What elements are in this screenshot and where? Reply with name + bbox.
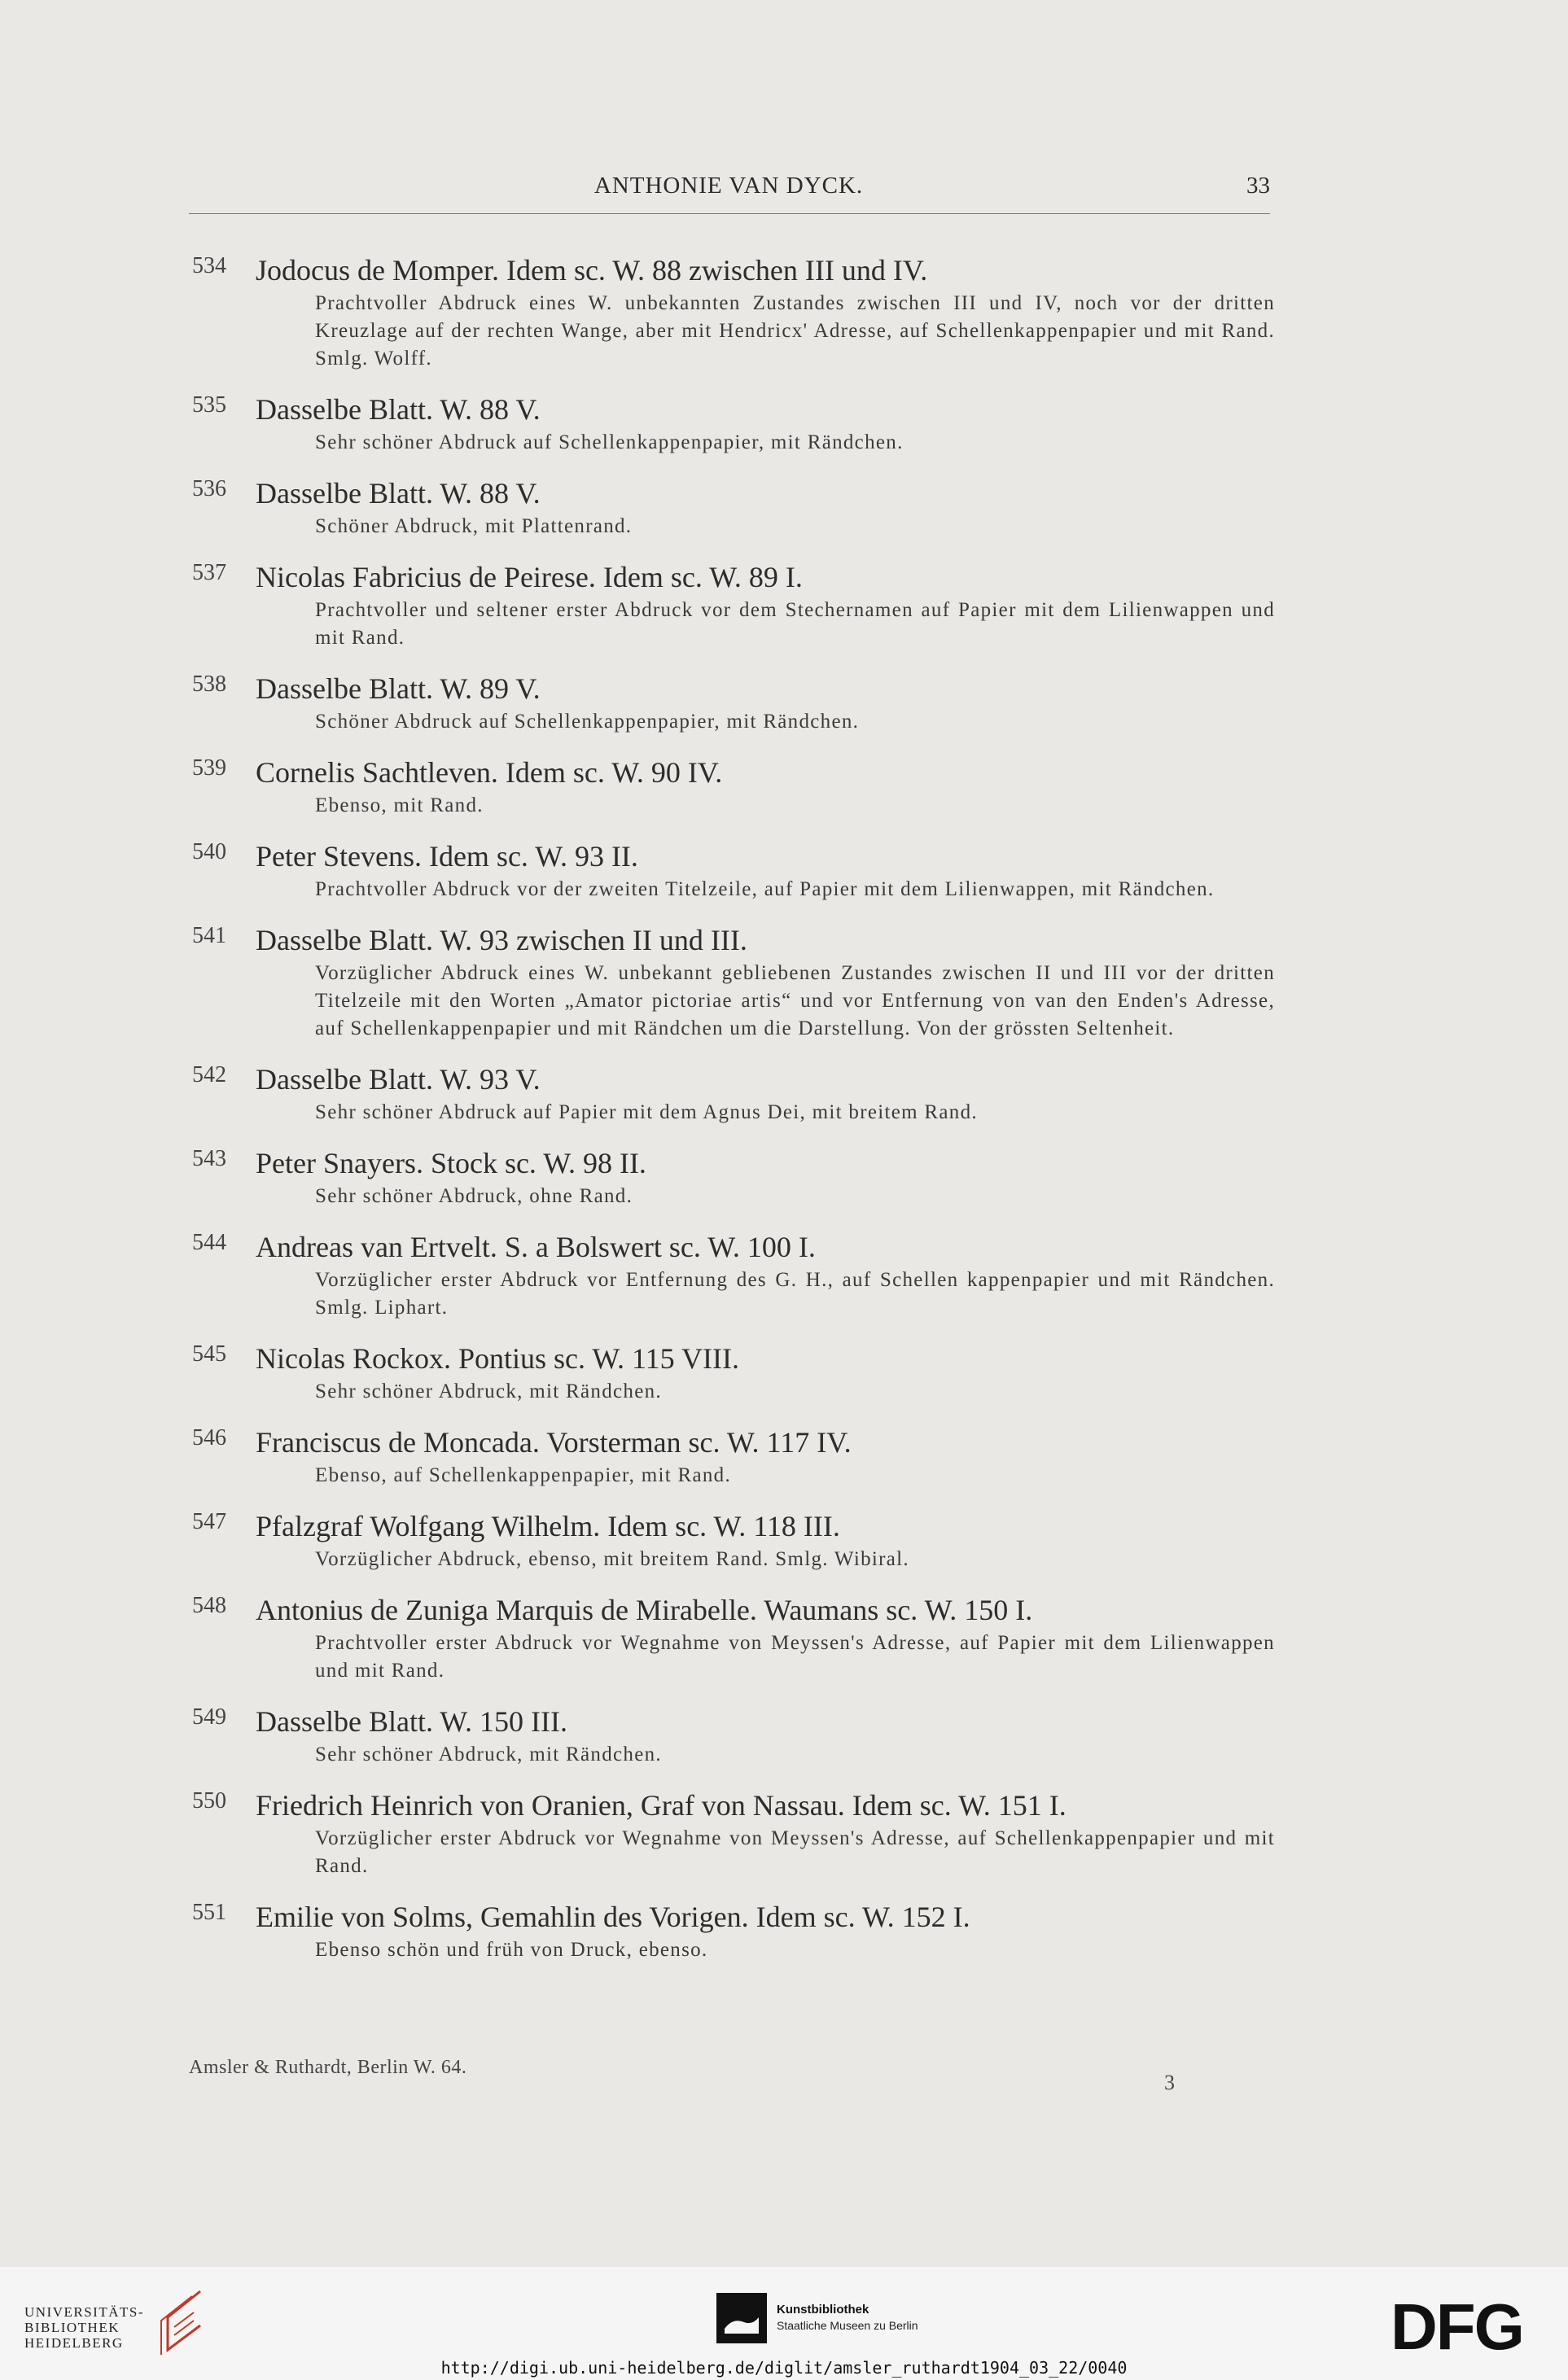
university-line-1: UNIVERSITÄTS- (24, 2304, 144, 2320)
catalogue-entry (192, 921, 1275, 1043)
entry-description: Prachtvoller Abdruck eines W. unbekannten Zustandes zwischen III und IV, noch vor der dritten Kreuzlage auf der rechten Wange, aber mit Hendricx' Adresse, auf Schellenkappenpapier und mit Rand. Smlg. Wolff. (315, 292, 1275, 370)
entry-heading: Peter Snayers. Stock sc. W. 98 II. (256, 1147, 646, 1179)
entry-number: 534 (192, 253, 226, 278)
entry-description: Schöner Abdruck, mit Plattenrand. (315, 515, 633, 537)
catalogue-entry (192, 474, 1275, 540)
entry-number: 540 (192, 839, 226, 864)
entry-description: Vorzüglicher Abdruck eines W. unbekannt gebliebenen Zustandes zwischen II und III vor der dritten Titelzeile mit den Worten „Amator pictoriae artis“ und vor Entfernung von van den Enden's Adresse, auf Schellenkappenpapier und mit Rändchen um die Darstellung. Von der grössten Seltenheit. (315, 962, 1275, 1039)
entry-number: 538 (192, 672, 226, 697)
entry-number: 545 (192, 1341, 226, 1367)
catalogue-entry (192, 1339, 1275, 1406)
university-library-logo-text[interactable] (24, 2304, 144, 2351)
entry-number: 535 (192, 392, 226, 418)
entry-heading: Emilie von Solms, Gemahlin des Vorigen. Idem sc. W. 152 I. (256, 1901, 970, 1933)
entry-number: 547 (192, 1509, 226, 1534)
catalogue-entry (192, 1423, 1275, 1490)
entry-heading: Nicolas Rockox. Pontius sc. W. 115 VIII. (256, 1342, 739, 1375)
header-rule (189, 213, 1270, 214)
entry-description: Sehr schöner Abdruck, mit Rändchen. (315, 1380, 662, 1402)
entry-heading: Dasselbe Blatt. W. 88 V. (256, 393, 541, 426)
entry-heading: Pfalzgraf Wolfgang Wilhelm. Idem sc. W. 118 III. (256, 1510, 840, 1542)
entry-description: Sehr schöner Abdruck auf Schellenkappenpapier, mit Rändchen. (315, 431, 904, 453)
kunstbibliothek-logo-icon[interactable] (716, 2293, 767, 2343)
university-line-2: BIBLIOTHEK (24, 2320, 120, 2335)
entry-number: 549 (192, 1704, 226, 1730)
document-url[interactable]: http://digi.ub.uni-heidelberg.de/diglit/amsler_ruthardt1904_03_22/0040 (440, 2358, 1128, 2378)
entry-description: Vorzüglicher erster Abdruck vor Wegnahme von Meyssen's Adresse, auf Schellenkappenpapier und mit Rand. (315, 1827, 1275, 1877)
catalogue-entry (192, 558, 1275, 652)
entry-number: 544 (192, 1230, 226, 1255)
entry-number: 543 (192, 1146, 226, 1171)
entry-description: Sehr schöner Abdruck, mit Rändchen. (315, 1743, 662, 1765)
entry-heading: Dasselbe Blatt. W. 150 III. (256, 1705, 567, 1738)
entry-description: Vorzüglicher Abdruck, ebenso, mit breitem Rand. Smlg. Wibiral. (315, 1548, 909, 1570)
entry-description: Prachtvoller Abdruck vor der zweiten Titelzeile, auf Papier mit dem Lilienwappen, mit Rändchen. (315, 878, 1215, 900)
entry-number: 539 (192, 755, 226, 781)
publisher-line: Amsler & Ruthardt, Berlin W. 64. (189, 2057, 467, 2078)
running-title: ANTHONIE VAN DYCK. (593, 173, 864, 199)
entry-heading: Peter Stevens. Idem sc. W. 93 II. (256, 840, 638, 873)
catalogue-entry (192, 1590, 1275, 1685)
sheet-number: 3 (1164, 2071, 1175, 2094)
catalogue-entry (192, 753, 1275, 820)
entry-number: 541 (192, 923, 226, 948)
entry-description: Sehr schöner Abdruck auf Papier mit dem Agnus Dei, mit breitem Rand. (315, 1101, 978, 1123)
entry-description: Ebenso schön und früh von Druck, ebenso. (315, 1939, 708, 1961)
entry-heading: Cornelis Sachtleven. Idem sc. W. 90 IV. (256, 756, 723, 789)
catalogue-entry (192, 1144, 1275, 1210)
entry-heading: Franciscus de Moncada. Vorsterman sc. W. 117 IV. (256, 1426, 852, 1459)
entry-heading: Andreas van Ertvelt. S. a Bolswert sc. W. 100 I. (256, 1231, 816, 1263)
catalogue-entries (192, 251, 1275, 1981)
kunstbibliothek-subtitle: Staatliche Museen zu Berlin (777, 2319, 918, 2332)
entry-heading: Nicolas Fabricius de Peirese. Idem sc. W. 89 I. (256, 561, 803, 593)
entry-heading: Dasselbe Blatt. W. 88 V. (256, 477, 541, 510)
catalogue-entry (192, 251, 1275, 373)
entry-number: 546 (192, 1425, 226, 1450)
entry-description: Schöner Abdruck auf Schellenkappenpapier, mit Rändchen. (315, 711, 860, 733)
catalogue-entry (192, 1060, 1275, 1127)
catalogue-entry (192, 1897, 1275, 1964)
catalogue-entry (192, 837, 1275, 903)
entry-description: Sehr schöner Abdruck, ohne Rand. (315, 1185, 633, 1207)
dfg-logo[interactable]: DFG (1391, 2290, 1523, 2363)
catalogue-entry (192, 1702, 1275, 1769)
entry-description: Ebenso, mit Rand. (315, 794, 484, 816)
entry-description: Vorzüglicher erster Abdruck vor Entfernung des G. H., auf Schellen kappenpapier und mit Rändchen. Smlg. Liphart. (315, 1269, 1275, 1319)
kunstbibliothek-title: Kunstbibliothek (777, 2303, 869, 2317)
entry-number: 548 (192, 1593, 226, 1618)
entry-description: Prachtvoller erster Abdruck vor Wegnahme von Meyssen's Adresse, auf Papier mit dem Lilienwappen und mit Rand. (315, 1632, 1275, 1682)
entry-description: Prachtvoller und seltener erster Abdruck vor dem Stechernamen auf Papier mit dem Lilienwappen und mit Rand. (315, 599, 1275, 649)
catalogue-entry (192, 669, 1275, 736)
entry-description: Ebenso, auf Schellenkappenpapier, mit Rand. (315, 1464, 732, 1486)
entry-heading: Jodocus de Momper. Idem sc. W. 88 zwischen III und IV. (256, 254, 928, 287)
entry-number: 536 (192, 476, 226, 501)
entry-heading: Antonius de Zuniga Marquis de Mirabelle. Waumans sc. W. 150 I. (256, 1594, 1033, 1626)
entry-heading: Dasselbe Blatt. W. 93 V. (256, 1063, 541, 1096)
entry-heading: Dasselbe Blatt. W. 93 zwischen II und III. (256, 924, 747, 956)
running-header (187, 173, 1270, 205)
university-logo-icon[interactable] (143, 2285, 208, 2358)
catalogue-entry (192, 1507, 1275, 1573)
entry-number: 550 (192, 1788, 226, 1813)
university-line-3: HEIDELBERG (24, 2335, 124, 2351)
catalogue-entry (192, 1786, 1275, 1880)
catalogue-entry (192, 390, 1275, 457)
viewer-footer-bar (0, 2267, 1568, 2380)
entry-heading: Dasselbe Blatt. W. 89 V. (256, 672, 541, 705)
catalogue-entry (192, 1227, 1275, 1322)
entry-number: 537 (192, 560, 226, 585)
entry-number: 551 (192, 1900, 226, 1925)
entry-number: 542 (192, 1062, 226, 1087)
entry-heading: Friedrich Heinrich von Oranien, Graf von Nassau. Idem sc. W. 151 I. (256, 1789, 1067, 1822)
page-number: 33 (1246, 173, 1270, 199)
